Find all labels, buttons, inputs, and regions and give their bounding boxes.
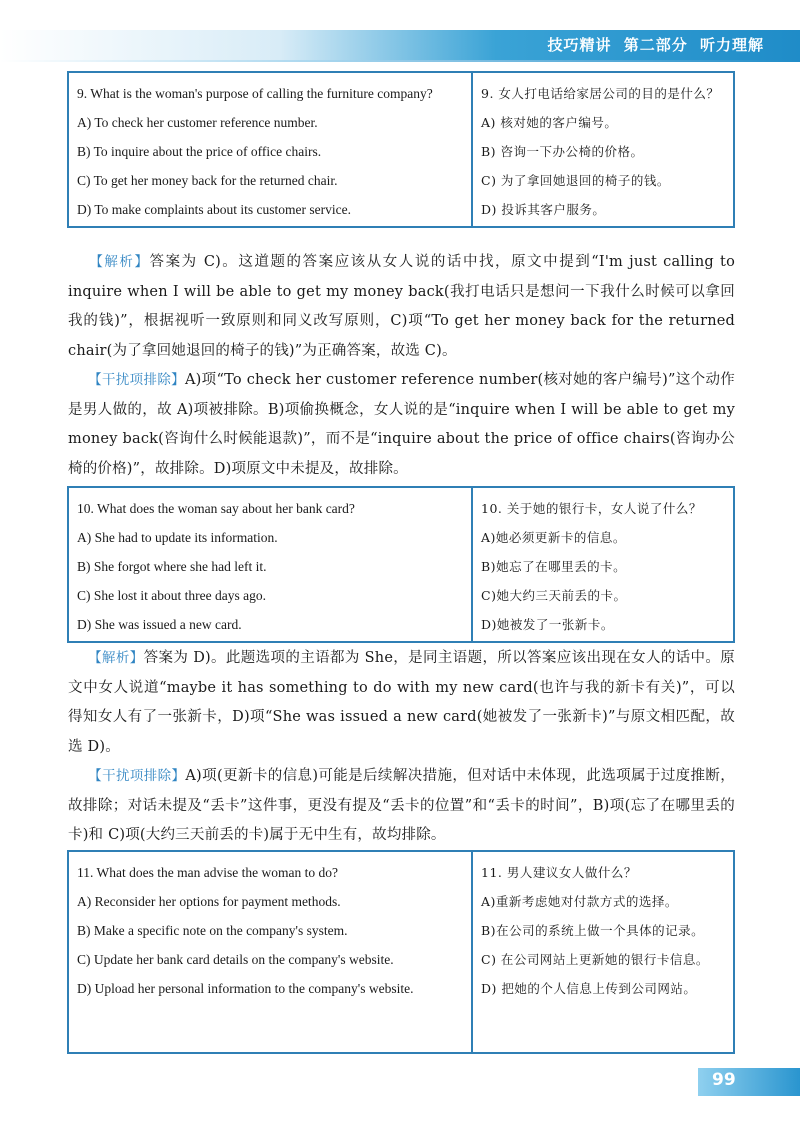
question-9-english (68, 72, 472, 227)
question-11-table (67, 850, 735, 1054)
option-c: C) To get her money back for the returned chair. (77, 173, 338, 188)
distractor-tag: 【干扰项排除】 (88, 372, 185, 388)
analysis-tag: 【解析】 (88, 254, 150, 270)
question-11-stem-zh: 11. 男人建议女人做什么？ (481, 865, 637, 880)
question-10-english (68, 487, 472, 642)
option-c: C) She lost it about three days ago. (77, 588, 266, 603)
distractor-9 (68, 366, 735, 484)
option-c-zh: C) 在公司网站上更新她的银行卡信息。 (481, 952, 709, 967)
option-b-zh: B)在公司的系统上做一个具体的记录。 (481, 923, 705, 938)
option-d-zh: D) 把她的个人信息上传到公司网站。 (481, 981, 697, 996)
option-d: D) Upload her personal information to the company's website. (77, 981, 414, 996)
option-c-zh: C) 为了拿回她退回的椅子的钱。 (481, 173, 670, 188)
question-9-table (67, 71, 735, 228)
question-9-stem: 9. What is the woman's purpose of calling the furniture company? (77, 86, 433, 101)
question-10-chinese (472, 487, 734, 642)
option-d: D) To make complaints about its customer service. (77, 202, 351, 217)
option-c: C) Update her bank card details on the company's website. (77, 952, 394, 967)
question-9-stem-zh: 9. 女人打电话给家居公司的目的是什么？ (481, 86, 720, 101)
analysis-9 (68, 248, 735, 366)
question-11-chinese (472, 851, 734, 1053)
question-10-table (67, 486, 735, 643)
question-11-stem: 11. What does the man advise the woman to do? (77, 865, 338, 880)
option-b-zh: B)她忘了在哪里丢的卡。 (481, 559, 627, 574)
option-a-zh: A)她必须更新卡的信息。 (481, 530, 626, 545)
question-10-stem-zh: 10. 关于她的银行卡，女人说了什么？ (481, 501, 702, 516)
option-d-zh: D) 投诉其客户服务。 (481, 202, 606, 217)
option-d-zh: D)她被发了一张新卡。 (481, 617, 614, 632)
option-c-zh: C)她大约三天前丢的卡。 (481, 588, 627, 603)
section-title: 技巧精讲 第二部分 听力理解 (547, 36, 764, 54)
option-b-zh: B) 咨询一下办公椅的价格。 (481, 144, 644, 159)
option-b: B) She forgot where she had left it. (77, 559, 267, 574)
distractor-10 (68, 762, 735, 851)
analysis-tag: 【解析】 (88, 650, 144, 666)
option-b: B) Make a specific note on the company's system. (77, 923, 348, 938)
distractor-text: A)项(更新卡的信息)可能是后续解决措施，但对话中未体现，此选项属于过度推断，故排除；对话未提及“丢卡”这件事，更没有提及“丢卡的位置”和“丢卡的时间”，B)项(忘了在哪里丢的卡)和 C)项(大约三天前丢的卡)属于无中生有，故均排除。 (68, 768, 735, 843)
analysis-text: 答案为 C)。这道题的答案应该从女人说的话中找，原文中提到“I'm just calling to inquire when I will be able to get my money back(我打电话只是想问一下我什么时候可以拿回我的钱)”，根据视听一致原则和同义改写原则，C)项“To get her money back for the returned chair(为了拿回她退回的椅子的钱)”为正确答案，故选 C)。 (68, 254, 735, 359)
option-a-zh: A)重新考虑她对付款方式的选择。 (481, 894, 678, 909)
option-b: B) To inquire about the price of office chairs. (77, 144, 322, 159)
question-10-stem: 10. What does the woman say about her bank card? (77, 501, 355, 516)
page-number: 99 (712, 1070, 736, 1090)
analysis-text: 答案为 D)。此题选项的主语都为 She，是同主语题，所以答案应该出现在女人的话中。原文中女人说道“maybe it has something to do with my new card(也许与我的新卡有关)”，可以得知女人有了一张新卡，D)项“She was issued a new card(她被发了一张新卡)”与原文相匹配，故选 D)。 (68, 650, 735, 755)
option-a-zh: A) 核对她的客户编号。 (481, 115, 618, 130)
option-a: A) She had to update its information. (77, 530, 278, 545)
analysis-10 (68, 644, 735, 762)
question-11-english (68, 851, 472, 1053)
option-a: A) To check her customer reference number. (77, 115, 318, 130)
option-a: A) Reconsider her options for payment methods. (77, 894, 341, 909)
distractor-tag: 【干扰项排除】 (88, 768, 186, 784)
distractor-text: A)项“To check her customer reference number(核对她的客户编号)”这个动作是男人做的，故 A)项被排除。B)项偷换概念，女人说的是“inquire when I will be able to get my money back(咨询什么时候能退款)”，而不是“inquire about the price of office chairs(咨询办公椅的价格)”，故排除。D)项原文中未提及，故排除。 (68, 372, 735, 477)
option-d: D) She was issued a new card. (77, 617, 242, 632)
question-9-chinese (472, 72, 734, 227)
